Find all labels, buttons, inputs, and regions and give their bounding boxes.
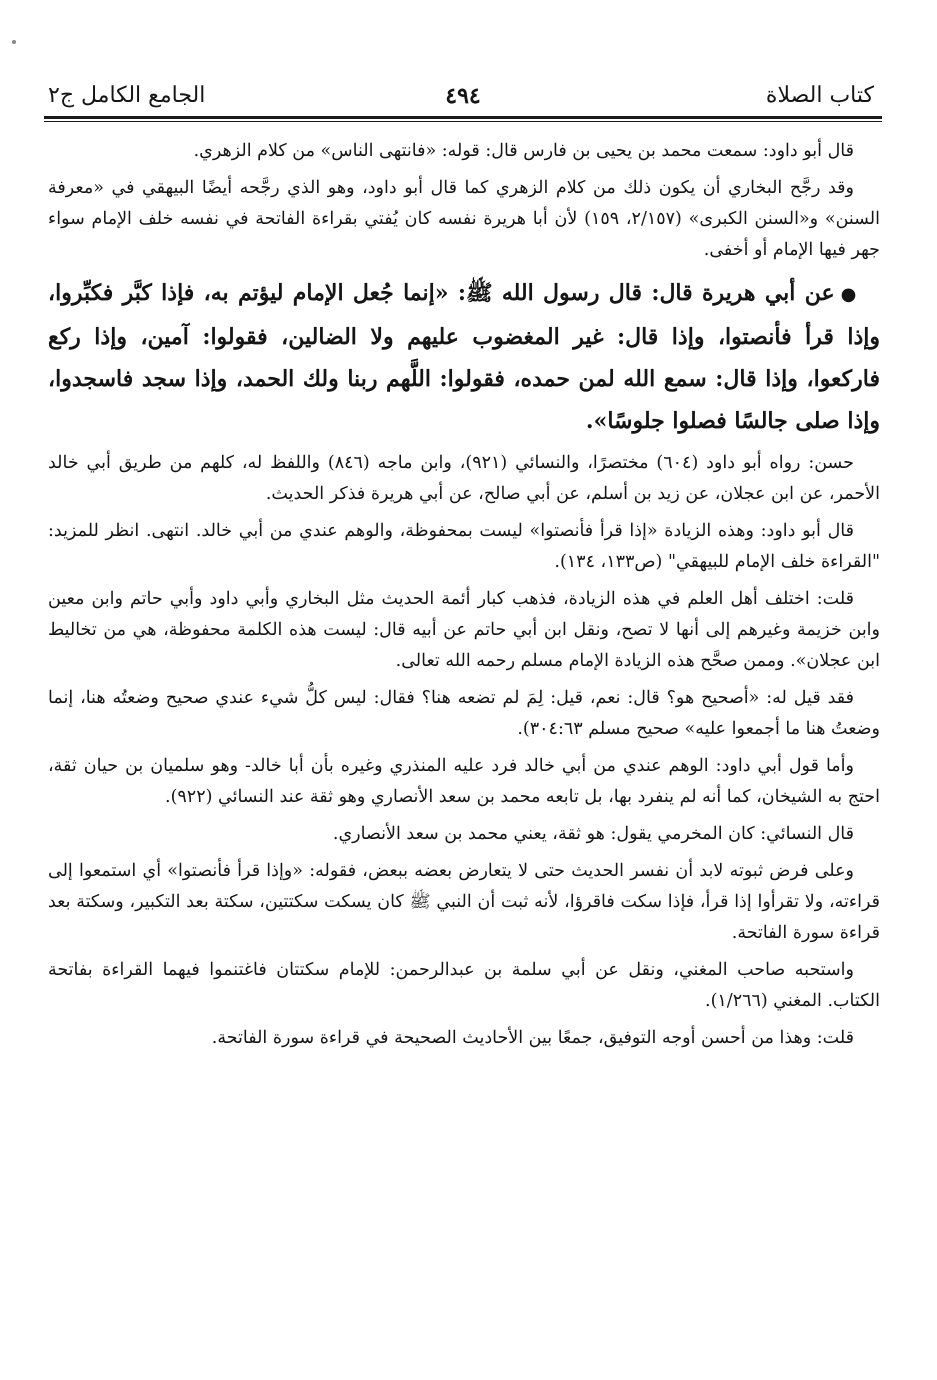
paragraph: قال النسائي: كان المخرمي يقول: هو ثقة، يعني محمد بن سعد الأنصاري. [332, 824, 854, 844]
paragraph: قال أبو داود: وهذه الزيادة «إذا قرأ فأنصتوا» ليست بمحفوظة، والوهم عندي من أبي خالد. انتهى. انظر للمزيد: "القراءة خلف الإمام للبيهقي" (ص١٣٣، ١٣٤). [48, 521, 880, 572]
hadith-text: عن أبي هريرة قال: قال رسول الله ﷺ: «إنما جُعل الإمام ليؤتم به، فإذا كبَّر فكبِّروا، وإذا قرأ فأنصتوا، وإذا قال: غير المغضوب عليهم ولا الضالين، فقولوا: آمين، وإذا ركع فاركعوا، وإذا قال: سمع الله لمن حمده، فقولوا: اللَّهم ربنا ولك الحمد، وإذا سجد فاسجدوا، وإذا صلى جالسًا فصلوا جلوسًا». [48, 280, 880, 434]
paragraph: قال أبو داود: سمعت محمد بن يحيى بن فارس قال: قوله: «فانتهى الناس» من كلام الزهري. [193, 141, 854, 161]
paragraph: حسن: رواه أبو داود (٦٠٤) مختصرًا، والنسائي (٩٢١)، وابن ماجه (٨٤٦) واللفظ له، كلهم من طريق أبي خالد الأحمر، عن ابن عجلان، عن زيد بن أسلم، عن أبي صالح، عن أبي هريرة فذكر الحديث. [48, 453, 880, 504]
running-header [44, 78, 882, 114]
chapter-title: كتاب الصلاة [765, 83, 874, 108]
page-body [44, 136, 882, 1054]
paragraph: فقد قيل له: «أصحيح هو؟ قال: نعم، قيل: لِمَ لم تضعه هنا؟ فقال: ليس كلُّ شيء عندي صحيح وضعتُه هنا، إنما وضعتُ هنا ما أجمعوا عليه» صحيح مسلم ٣٠٤:٦٣). [48, 688, 880, 739]
bullet-icon: ● [840, 284, 858, 305]
scan-speck [12, 40, 16, 44]
page-number: ٤٩٤ [445, 83, 481, 109]
book-title: الجامع الكامل ج٢ [48, 83, 206, 108]
paragraph: قلت: وهذا من أحسن أوجه التوفيق، جمعًا بين الأحاديث الصحيحة في قراءة سورة الفاتحة. [211, 1028, 854, 1048]
paragraph: وأما قول أبي داود: الوهم عندي من أبي خالد فرد عليه المنذري وغيره بأن أبا خالد- وهو سلميان بن حيان ثقة، احتج به الشيخان، كما أنه لم ينفرد بها، بل تابعه محمد بن سعد الأنصاري وهو ثقة عند النسائي (٩٢٢). [48, 756, 880, 807]
paragraph: وعلى فرض ثبوته لابد أن نفسر الحديث حتى لا يتعارض بعضه ببعض، فقوله: «وإذا قرأ فأنصتوا» أي استمعوا إلى قراءته، ولا تقرأوا إذا قرأ، فإذا سكت فاقرؤا، لأنه ثبت أن النبي ﷺ كان يسكت سكتتين، سكتة بعد التكبير، وسكتة بعد قراءة سورة الفاتحة. [48, 861, 880, 943]
hadith-paragraph [48, 272, 880, 442]
header-rule-thin [44, 121, 882, 122]
paragraph: قلت: اختلف أهل العلم في هذه الزيادة، فذهب كبار أئمة الحديث مثل البخاري وأبي داود وأبي حاتم وابن معين وابن خزيمة وغيرهم إلى أنها لا تصح، ونقل ابن أبي حاتم عن أبيه قال: ليست هذه الكلمة محفوظة، هي من تخاليط ابن عجلان». وممن صحَّح هذه الزيادة الإمام مسلم رحمه الله تعالى. [48, 589, 880, 671]
header-rule-thick [44, 116, 882, 119]
paragraph: واستحبه صاحب المغني، ونقل عن أبي سلمة بن عبدالرحمن: للإمام سكتتان فاغتنموا فيهما القراءة بفاتحة الكتاب. المغني (١/٢٦٦). [48, 960, 880, 1011]
paragraph: وقد رجَّح البخاري أن يكون ذلك من كلام الزهري كما قال أبو داود، وهو الذي رجَّحه أيضًا البيهقي في «معرفة السنن» و«السنن الكبرى» (٢/١٥٧، ١٥٩) لأن أبا هريرة نفسه كان يُفتي بقراءة الفاتحة في نفسه خلف الإمام سواء جهر فيها الإمام أو أخفى. [48, 178, 880, 260]
book-page [44, 78, 882, 1060]
